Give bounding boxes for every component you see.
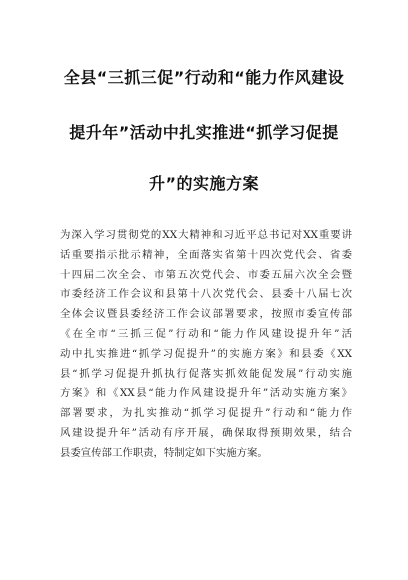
body-line: 话重要指示批示精神，全面落实省第十四次党代会、省委 (60, 248, 352, 261)
body-line: 十四届二次全会、市第五次党代会、市委五届六次全会暨 (60, 268, 352, 281)
body-line: 《在全市“三抓三促”行动和“能力作风建设提升年”活 (60, 327, 352, 340)
body-line: 动中扎实推进“抓学习促提升”的实施方案》和县委《XX (60, 347, 352, 360)
document-title-line-2: 提升年”活动中扎实推进“抓学习促提 (69, 123, 339, 142)
body-line: 市委经济工作会议和县第十八次党代会、县委十八届七次 (60, 288, 352, 301)
body-line: 方案》和《XX县“能力作风建设提升年”活动实施方案》 (60, 387, 352, 400)
document-body (60, 226, 352, 464)
body-line: 部署要求，为扎实推动“抓学习促提升”行动和“能力作 (60, 407, 352, 420)
body-line: 为深入学习贯彻党的XX大精神和习近平总书记对XX重要讲 (60, 229, 352, 241)
body-line: 县“抓学习促提升抓执行促落实抓效能促发展”行动实施 (60, 367, 352, 380)
body-line: 风建设提升年”活动有序开展，确保取得预期效果，结合 (60, 426, 352, 439)
body-line: 全体会议暨县委经济工作会议部署要求，按照市委宣传部 (60, 308, 352, 321)
body-line: 县委宣传部工作职责，特制定如下实施方案。 (60, 446, 268, 459)
document-title-line-3: 升”的实施方案 (148, 174, 260, 193)
document-title-line-1: 全县“三抓三促”行动和“能力作风建设 (63, 68, 345, 87)
